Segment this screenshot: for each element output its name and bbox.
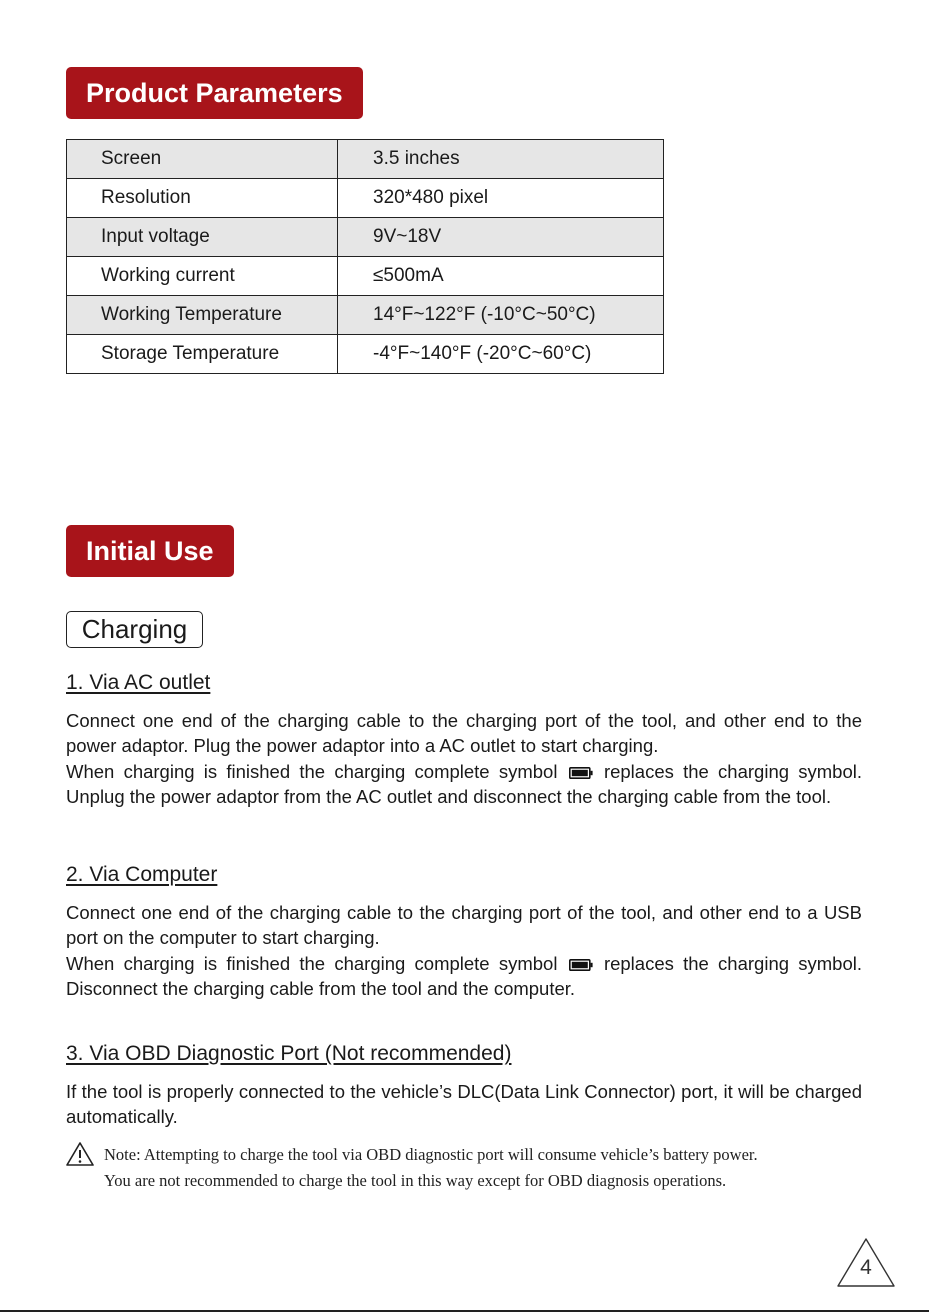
param-key: Input voltage: [67, 218, 338, 257]
param-value: 14°F~122°F (-10°C~50°C): [338, 296, 664, 335]
param-value: ≤500mA: [338, 257, 664, 296]
table-row: [67, 335, 664, 374]
param-key: Working Temperature: [67, 296, 338, 335]
battery-full-icon: [569, 959, 593, 971]
section-body-computer: [66, 900, 862, 1001]
note-line: You are not recommended to charge the tool in this way except for OBD diagnosis operations.: [104, 1171, 727, 1190]
param-key: Working current: [67, 257, 338, 296]
parameters-table: [66, 139, 664, 374]
section-body-ac-outlet: [66, 708, 862, 809]
param-value: 3.5 inches: [338, 140, 664, 179]
param-value: -4°F~140°F (-20°C~60°C): [338, 335, 664, 374]
note-line: Note: Attempting to charge the tool via OBD diagnostic port will consume vehicle’s battery power.: [104, 1145, 758, 1164]
text-span: replaces the charging symbol. Unplug the power adaptor from the AC outlet and disconnect the charging cable from the tool.: [66, 760, 863, 807]
section-heading-obd: 3. Via OBD Diagnostic Port (Not recommended): [66, 1042, 512, 1065]
param-key: Screen: [67, 140, 338, 179]
charging-subheading: Charging: [66, 611, 203, 648]
param-value: 9V~18V: [338, 218, 664, 257]
note-text: [104, 1142, 864, 1194]
paragraph: [66, 759, 862, 810]
table-row: [67, 218, 664, 257]
section-heading-ac-outlet: 1. Via AC outlet: [66, 671, 211, 694]
product-parameters-heading: Product Parameters: [66, 67, 363, 119]
text-span: replaces the charging symbol. Disconnect the charging cable from the tool and the computer.: [66, 952, 863, 999]
table-row: [67, 179, 664, 218]
table-row: [67, 140, 664, 179]
warning-triangle-icon: [65, 1141, 95, 1167]
paragraph: [66, 951, 862, 1002]
text-span: When charging is finished the charging complete symbol: [66, 760, 558, 782]
section-body-obd: [66, 1079, 862, 1130]
paragraph: Connect one end of the charging cable to the charging port of the tool, and other end to the power adaptor. Plug the power adaptor into a AC outlet to start charging.: [66, 710, 862, 757]
table-row: [67, 257, 664, 296]
text-span: When charging is finished the charging complete symbol: [66, 952, 558, 974]
param-value: 320*480 pixel: [338, 179, 664, 218]
paragraph: If the tool is properly connected to the vehicle’s DLC(Data Link Connector) port, it will be charged automatically.: [66, 1081, 862, 1128]
table-row: [67, 296, 664, 335]
param-key: Resolution: [67, 179, 338, 218]
bottom-rule: [0, 1310, 929, 1312]
section-heading-computer: 2. Via Computer: [66, 863, 218, 886]
paragraph: Connect one end of the charging cable to the charging port of the tool, and other end to a USB port on the computer to start charging.: [66, 902, 862, 949]
initial-use-heading: Initial Use: [66, 525, 234, 577]
param-key: Storage Temperature: [67, 335, 338, 374]
battery-full-icon: [569, 767, 593, 779]
page-number: 4: [860, 1256, 872, 1279]
